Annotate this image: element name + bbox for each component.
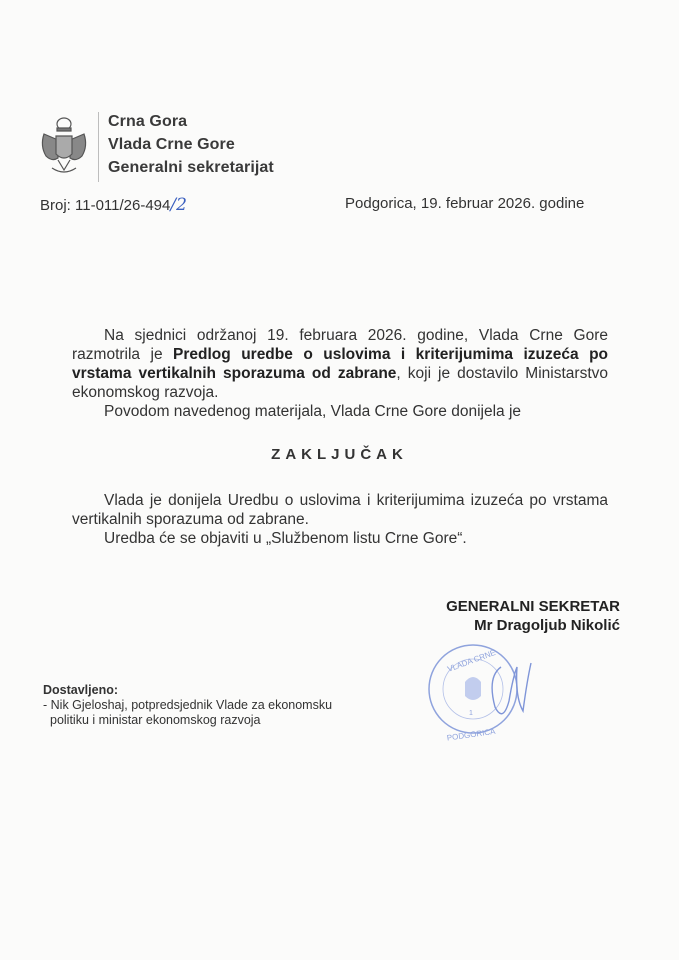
header-secretariat: Generalni sekretarijat <box>108 159 274 176</box>
svg-text:VLADA CRNE: VLADA CRNE <box>446 647 497 674</box>
reference-value: 11-011/26-494 <box>75 197 171 214</box>
distribution-label: Dostavljeno: <box>43 683 119 697</box>
paragraph-publication: Uredba će se objaviti u „Službenom listu Crne Gore“. <box>104 530 467 547</box>
paragraph-material: Povodom navedenog materijala, Vlada Crne Gore donijela je <box>104 403 522 420</box>
reference-label: Broj: <box>40 197 71 214</box>
paragraph-session <box>72 326 608 402</box>
header-country: Crna Gora <box>108 113 188 130</box>
conclusion-title: ZAKLJUČAK <box>271 446 408 463</box>
header-divider <box>98 112 99 182</box>
svg-text:1: 1 <box>469 710 473 717</box>
place-date: Podgorica, 19. februar 2026. godine <box>345 195 585 212</box>
p1-bold: Predlog uredbe o uslovima i kriterijumima izuzeća po vrstama vertikalnih sporazuma od zabrane <box>72 346 609 382</box>
official-stamp-icon <box>425 637 545 747</box>
paragraph-decision: Vlada je donijela Uredbu o uslovima i kriterijumima izuzeća po vrstama vertikalnih sporazuma od zabrane. <box>72 492 608 528</box>
signatory-title: GENERALNI SEKRETAR <box>446 598 620 615</box>
distribution-recipient-line2: politiku i ministar ekonomskog razvoja <box>50 713 261 727</box>
coat-of-arms-icon <box>38 112 90 178</box>
reference-number <box>40 195 187 215</box>
distribution-recipient-line1: - Nik Gjeloshaj, potpredsjednik Vlade za ekonomsku <box>43 698 333 712</box>
p1-start: Na sjednici održanoj 19. februara 2026. godine, Vlada Crne Gore razmotrila je <box>72 327 608 363</box>
signatory-name: Mr Dragoljub Nikolić <box>474 617 620 634</box>
distribution-list <box>43 683 332 728</box>
handwritten-suffix: /2 <box>170 195 187 215</box>
header-government: Vlada Crne Gore <box>108 136 235 153</box>
p1-end: , koji je dostavilo Ministarstvo ekonomskog razvoja. <box>72 365 608 401</box>
svg-text:PODGORICA: PODGORICA <box>446 726 496 743</box>
